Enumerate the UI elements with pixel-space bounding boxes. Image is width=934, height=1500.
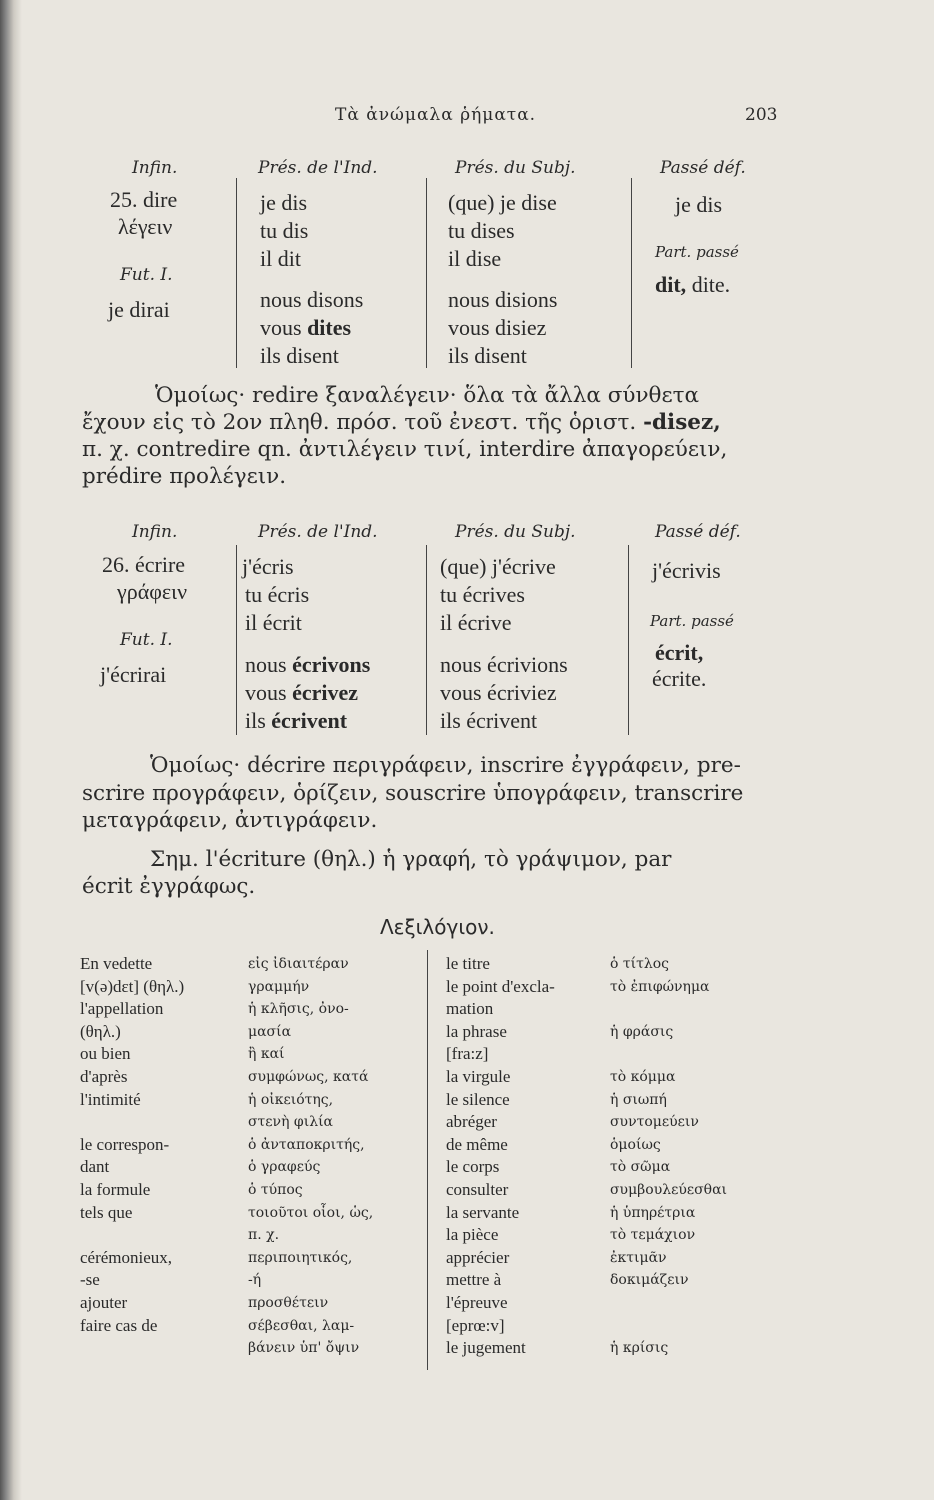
page-number: 203 xyxy=(745,105,778,125)
col-header-pres-ind: Prés. de l'Ind. xyxy=(258,522,378,542)
vocab-french-term: consulter xyxy=(446,1179,509,1199)
vocab-french-term: le titre xyxy=(446,954,490,973)
verb26-ind-1s: j'écris xyxy=(242,554,294,579)
vocab-french-term: cérémonieux, xyxy=(80,1247,173,1267)
col-header-pres-subj: Prés. du Subj. xyxy=(455,522,576,542)
verb26-subj-1s: (que) j'écrive xyxy=(440,554,556,579)
vocab-french-term: (θηλ.) xyxy=(80,1021,121,1041)
vocab-greek-gloss: ἡ ὑπηρέτρια xyxy=(610,1204,696,1221)
vocab-french-term: la formule xyxy=(80,1179,151,1199)
verb25-future: je dirai xyxy=(108,297,170,322)
vocab-greek-gloss: ἡ κρίσις xyxy=(610,1340,669,1357)
verb26-infin-greek: γράφειν xyxy=(117,579,188,604)
column-rule xyxy=(426,545,427,735)
vocab-greek-gloss: ἐκτιμᾶν xyxy=(610,1249,667,1266)
vocab-greek-gloss xyxy=(610,1043,727,1066)
book-spine-edge xyxy=(0,0,22,1500)
verb25-ind-1p: nous disons xyxy=(260,287,364,312)
verb25-subj-3s: il dise xyxy=(448,246,502,271)
verb25-ind-2s: tu dis xyxy=(260,218,309,243)
para25-line1: Ὁμοίως· redire ξαναλέγειν· ὅλα τὰ ἄλλα σύνθετα xyxy=(155,383,700,408)
vocab-greek-gloss xyxy=(610,998,727,1021)
vocab-greek-gloss: ἡ οἰκειότης, xyxy=(248,1091,334,1108)
vocab-column-rule xyxy=(427,950,428,1370)
column-rule xyxy=(631,178,632,368)
verb26-part-label: Part. passé xyxy=(650,612,734,630)
vocab-greek-gloss: ἡ φράσις xyxy=(610,1023,674,1040)
verb25-subj-1s: (que) je dise xyxy=(448,190,557,215)
column-rule xyxy=(426,178,427,368)
verb25-passe-def: je dis xyxy=(675,192,723,217)
verb25-ind-3s: il dit xyxy=(260,246,301,271)
verb26-infin: 26. écrire xyxy=(102,552,186,577)
para25-line3: π. χ. contredire qn. ἀντιλέγειν τινί, interdire ἀπαγορεύειν, xyxy=(82,437,728,462)
vocab-greek-gloss: μασία xyxy=(248,1023,292,1040)
verb26-future: j'écrirai xyxy=(100,662,167,687)
verb25-infin: 25. dire xyxy=(110,187,178,212)
note-line2: écrit ἐγγράφως. xyxy=(82,874,256,899)
vocab-title: Λεξιλόγιον. xyxy=(380,915,495,939)
column-rule xyxy=(628,545,629,735)
verb26-participle-fem: écrite. xyxy=(652,666,707,691)
vocab-french-term: d'après xyxy=(80,1066,128,1086)
vocab-greek-gloss: τοιοῦτοι οἷοι, ὡς, xyxy=(248,1204,374,1221)
vocab-french-term: l'épreuve xyxy=(446,1292,508,1312)
vocab-greek-gloss: ὁ γραφεύς xyxy=(248,1159,321,1176)
vocab-french-term: la servante xyxy=(446,1202,520,1222)
vocab-french-term: -se xyxy=(80,1270,100,1290)
para26-line1: Ὁμοίως· décrire περιγράφειν, inscrire ἐγγράφειν, pre- xyxy=(150,753,741,778)
vocab-french-term: apprécier xyxy=(446,1247,510,1267)
verb25-part-label: Part. passé xyxy=(655,243,739,261)
vocab-french-term: faire cas de xyxy=(80,1315,158,1335)
para25-line4: prédire προλέγειν. xyxy=(82,464,287,489)
verb26-subj-2s: tu écrives xyxy=(440,582,525,607)
vocab-left-greek xyxy=(248,953,373,1360)
vocab-greek-gloss: συμφώνως, κατά xyxy=(248,1068,369,1085)
vocab-greek-gloss: δοκιμάζειν xyxy=(610,1272,689,1289)
vocab-greek-gloss: εἰς ἰδιαιτέραν xyxy=(248,956,349,972)
running-title: Τὰ ἀνώμαλα ῥήματα. xyxy=(335,105,537,125)
col-header-infin: Infin. xyxy=(132,158,178,178)
vocab-greek-gloss: στενὴ φιλία xyxy=(248,1114,334,1131)
para26-line3: μεταγράφειν, ἀντιγράφειν. xyxy=(82,808,378,833)
vocab-french-term: l'intimité xyxy=(80,1089,141,1109)
para26-line2: scrire προγράφειν, ὁρίζειν, souscrire ὑπογράφειν, transcrire xyxy=(82,781,744,806)
vocab-greek-gloss: τὸ κόμμα xyxy=(610,1068,676,1085)
vocab-french-term xyxy=(80,1111,184,1134)
verb25-fut-label: Fut. I. xyxy=(120,265,173,285)
vocab-french-term: [eprœ:v] xyxy=(446,1315,505,1335)
vocab-french-term: [fra:z] xyxy=(446,1044,489,1064)
vocab-french-term: le correspon- xyxy=(80,1134,170,1154)
vocab-french-term: le corps xyxy=(446,1157,500,1177)
verb26-subj-1p: nous écrivions xyxy=(440,652,568,677)
vocab-greek-gloss: σέβεσθαι, λαμ- xyxy=(248,1317,355,1334)
vocab-french-term: tels que xyxy=(80,1202,133,1222)
verb25-subj-3p: ils disent xyxy=(448,343,527,368)
verb25-subj-2s: tu dises xyxy=(448,218,515,243)
vocab-french-term: ou bien xyxy=(80,1044,131,1064)
vocab-greek-gloss: π. χ. xyxy=(248,1227,280,1244)
verb26-ind-2s: tu écris xyxy=(245,582,310,607)
vocab-greek-gloss: ὁμοίως xyxy=(610,1136,661,1153)
vocab-greek-gloss: τὸ ἐπιφώνημα xyxy=(610,978,710,995)
vocab-greek-gloss: ὁ τίτλος xyxy=(610,956,670,972)
vocab-greek-gloss: συμβουλεύεσθαι xyxy=(610,1181,728,1198)
vocab-greek-gloss: περιποιητικός, xyxy=(248,1249,353,1266)
vocab-french-term: mation xyxy=(446,999,494,1019)
col-header-passe-def: Passé déf. xyxy=(660,158,746,178)
verb26-ind-3p: ils écrivent xyxy=(245,708,348,733)
vocab-greek-gloss: ἡ σιωπή xyxy=(610,1091,667,1108)
vocab-french-term: En vedette xyxy=(80,954,153,973)
verb26-subj-3s: il écrive xyxy=(440,610,512,635)
column-rule xyxy=(236,178,237,368)
vocab-right-greek xyxy=(610,953,727,1360)
vocab-greek-gloss: προσθέτειν xyxy=(248,1294,329,1311)
vocab-greek-gloss: γραμμήν xyxy=(248,978,310,995)
verb25-infin-greek: λέγειν xyxy=(118,214,173,239)
vocab-french-term: l'appellation xyxy=(80,999,164,1019)
vocab-french-term: [v(ə)dɛt] (θηλ.) xyxy=(80,976,185,996)
verb25-participle: dit, dite. xyxy=(655,272,731,297)
vocab-french-term: de même xyxy=(446,1134,508,1154)
verb26-subj-3p: ils écrivent xyxy=(440,708,538,733)
vocab-greek-gloss: συντομεύειν xyxy=(610,1114,699,1131)
vocab-french-term: le jugement xyxy=(446,1338,526,1358)
para25-line2: ἔχουν εἰς τὸ 2ον πληθ. πρόσ. τοῦ ἐνεστ. τῆς ὁριστ. -disez, xyxy=(82,410,721,435)
verb26-participle: écrit, xyxy=(655,640,704,665)
vocab-right-french xyxy=(446,953,555,1360)
vocab-french-term: la pièce xyxy=(446,1225,499,1245)
vocab-greek-gloss: βάνειν ὑπ' ὄψιν xyxy=(248,1340,360,1357)
note-line1: Σημ. l'écriture (θηλ.) ἡ γραφή, τὸ γράψιμον, par xyxy=(150,847,672,872)
verb25-ind-1s: je dis xyxy=(260,190,308,215)
vocab-greek-gloss: τὸ τεμάχιον xyxy=(610,1227,696,1244)
verb26-ind-1p: nous écrivons xyxy=(245,652,371,677)
vocab-french-term: la phrase xyxy=(446,1021,507,1041)
vocab-french-term: la virgule xyxy=(446,1066,511,1086)
verb26-ind-3s: il écrit xyxy=(245,610,302,635)
column-rule xyxy=(236,545,237,735)
col-header-passe-def: Passé déf. xyxy=(655,522,741,542)
vocab-greek-gloss: ἡ κλῆσις, ὀνο- xyxy=(248,1001,349,1018)
vocab-greek-gloss xyxy=(610,1315,727,1338)
verb25-subj-1p: nous disions xyxy=(448,287,558,312)
vocab-french-term xyxy=(80,1224,184,1247)
vocab-french-term: le point d'excla- xyxy=(446,976,555,996)
verb25-subj-2p: vous disiez xyxy=(448,315,547,340)
vocab-french-term: le silence xyxy=(446,1089,510,1109)
verb26-ind-2p: vous écrivez xyxy=(245,680,358,705)
verb26-fut-label: Fut. I. xyxy=(120,630,173,650)
irregular-form: dites xyxy=(307,315,352,340)
vocab-french-term: ajouter xyxy=(80,1292,128,1312)
verb25-ind-2p: vous dites xyxy=(260,315,352,340)
col-header-infin: Infin. xyxy=(132,522,178,542)
verb26-subj-2p: vous écriviez xyxy=(440,680,557,705)
vocab-greek-gloss: ὁ ἀνταποκριτής, xyxy=(248,1136,365,1153)
vocab-greek-gloss: τὸ σῶμα xyxy=(610,1159,671,1176)
vocab-greek-gloss: -ή xyxy=(248,1272,262,1289)
col-header-pres-subj: Prés. du Subj. xyxy=(455,158,576,178)
vocab-greek-gloss: ὁ τύπος xyxy=(248,1181,303,1198)
vocab-french-term: dant xyxy=(80,1157,110,1177)
vocab-french-term: mettre à xyxy=(446,1270,502,1290)
vocab-greek-gloss: ἢ καί xyxy=(248,1046,285,1063)
vocab-french-term: abréger xyxy=(446,1112,497,1132)
verb25-ind-3p: ils disent xyxy=(260,343,339,368)
vocab-left-french xyxy=(80,953,184,1337)
verb26-passe-def: j'écrivis xyxy=(652,558,721,583)
col-header-pres-ind: Prés. de l'Ind. xyxy=(258,158,378,178)
vocab-greek-gloss xyxy=(610,1292,727,1315)
